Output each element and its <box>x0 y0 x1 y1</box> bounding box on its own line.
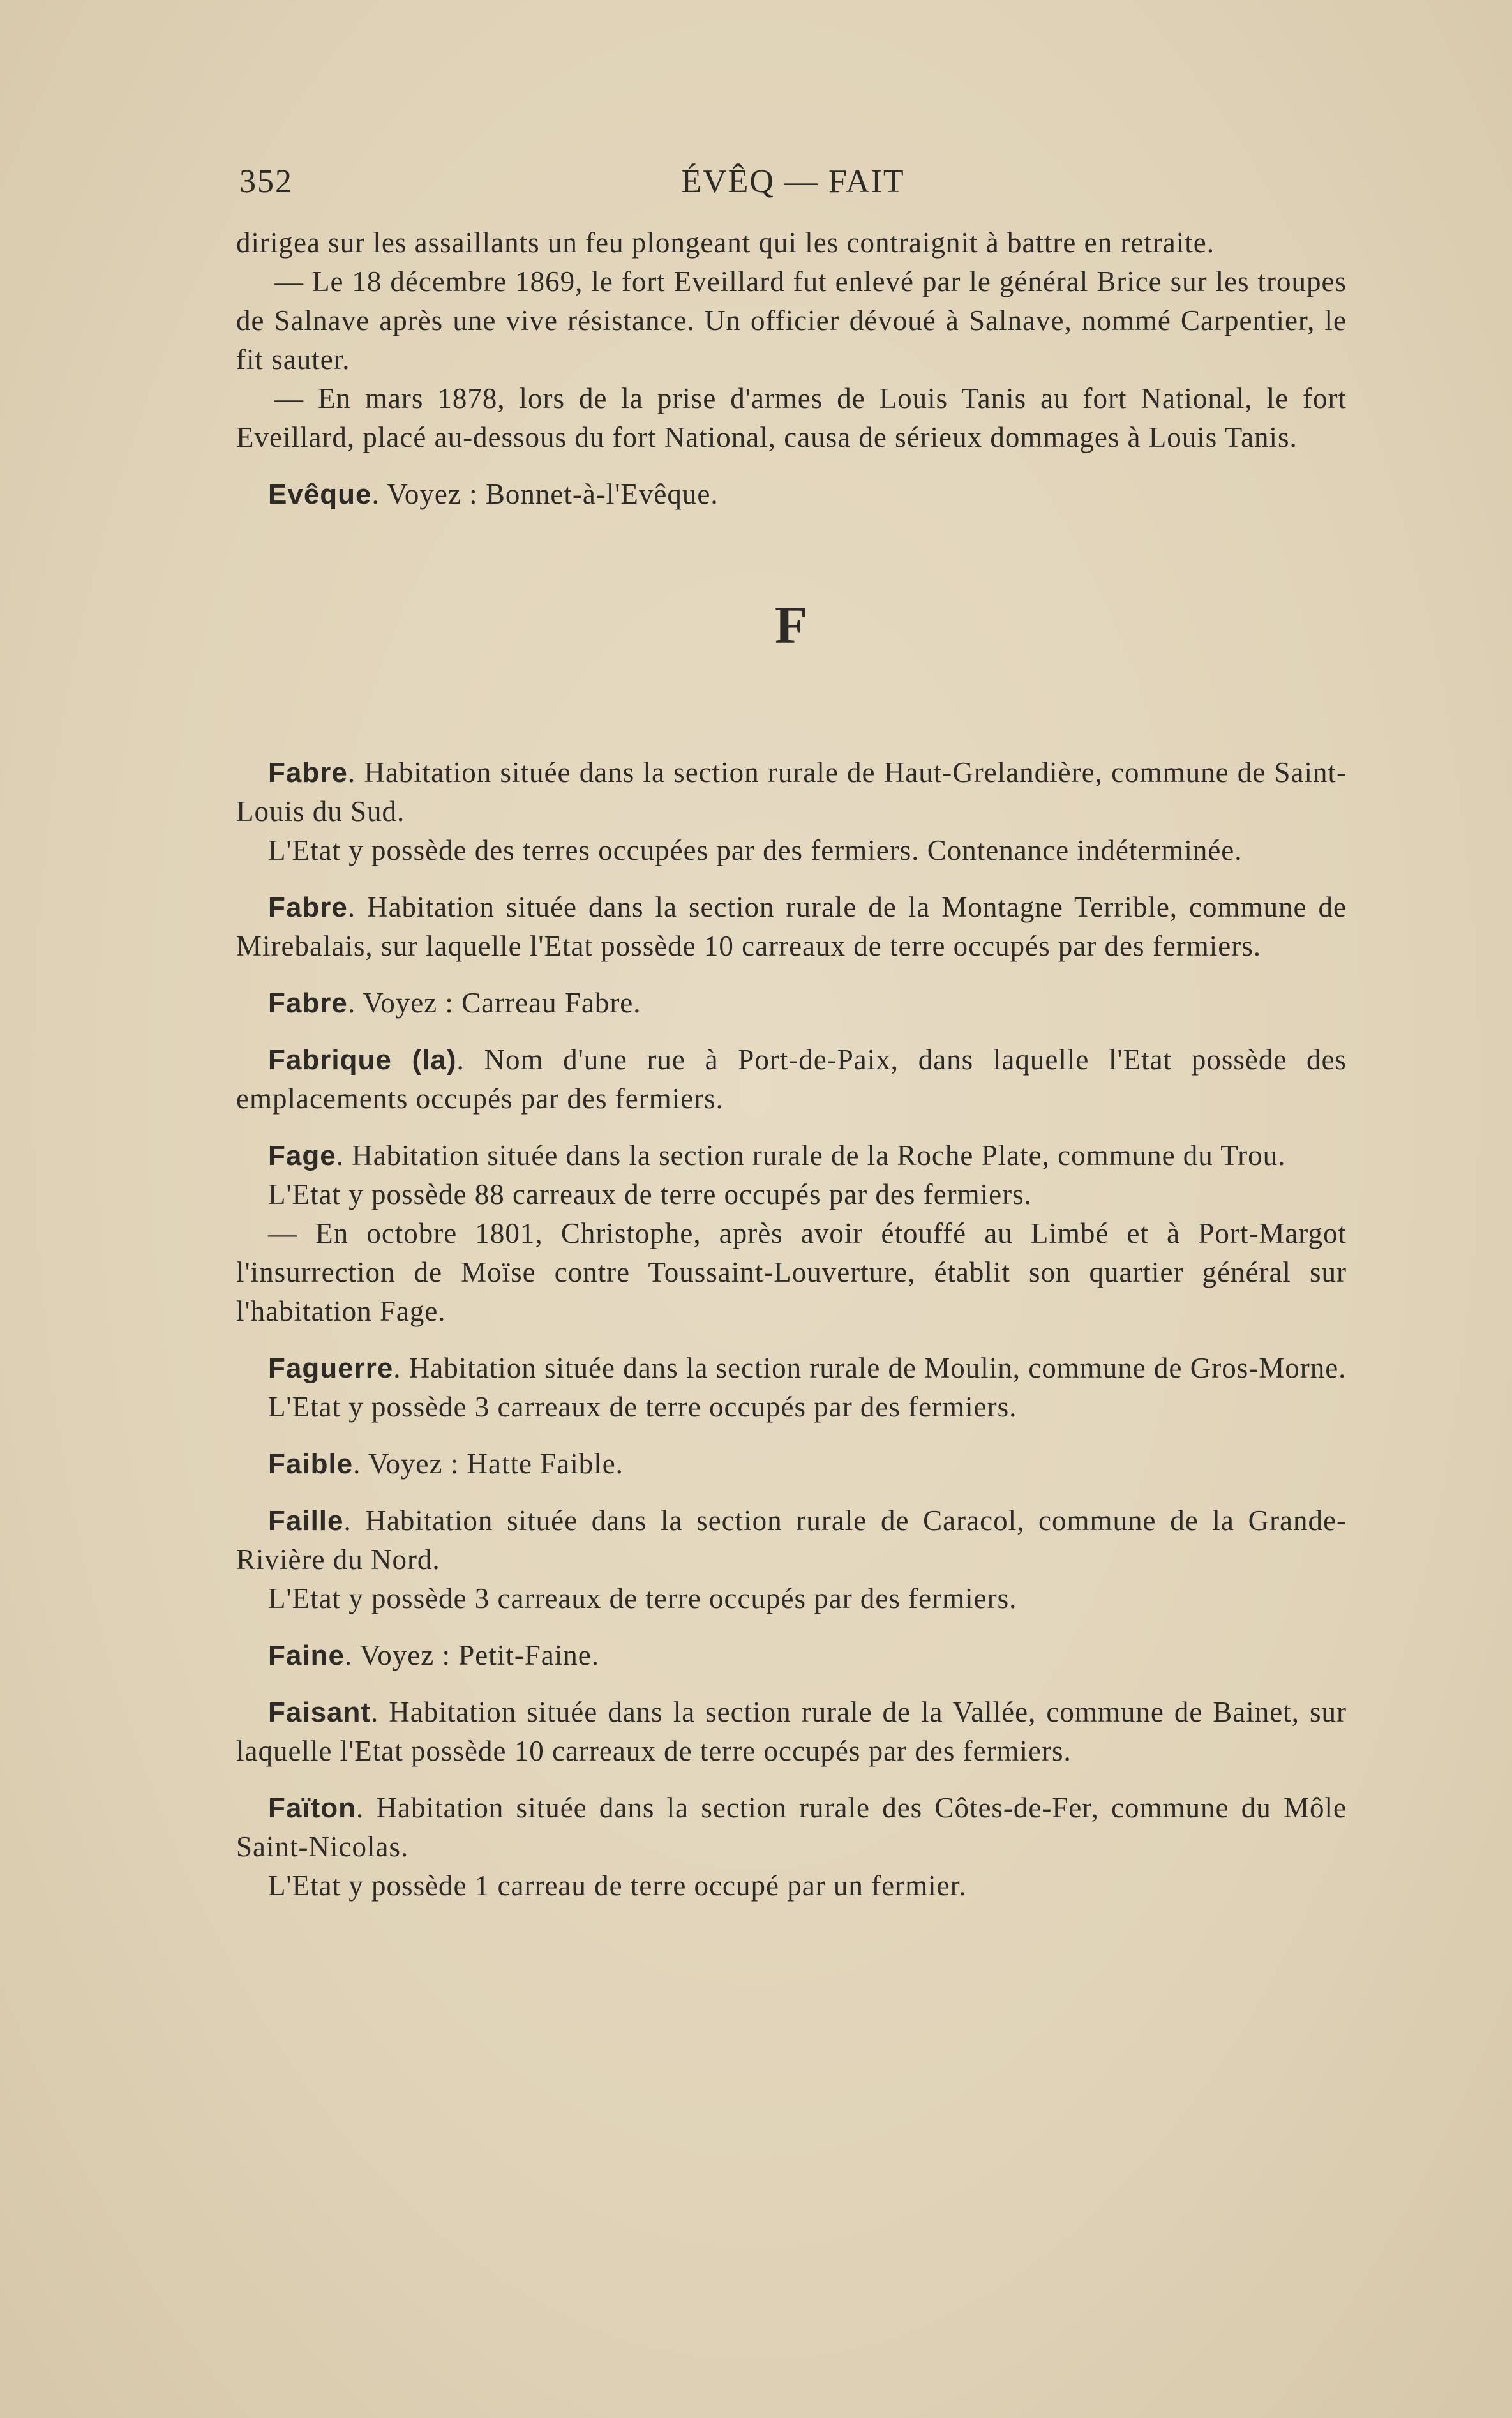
entry-text: . Habitation située dans la section rurale de Haut-Grelandière, commune de Saint-Louis du Sud. <box>236 756 1347 827</box>
section-letter: F <box>774 596 809 655</box>
dictionary-entry <box>236 984 1347 1023</box>
entry-text: . Habitation située dans la section rurale des Côtes-de-Fer, commune du Môle Saint-Nicolas. <box>236 1792 1347 1863</box>
page-body <box>236 223 1347 1905</box>
entry-headword: Fabre <box>268 987 348 1019</box>
entry-headword: Faille <box>268 1505 344 1536</box>
continuation-paragraph: dirigea sur les assaillants un feu plongeant qui les contraignit à battre en retraite. <box>236 227 1215 259</box>
entry-headword: Faible <box>268 1448 354 1480</box>
entry-headword: Fabre <box>268 757 348 788</box>
entry-paragraph: L'Etat y possède 88 carreaux de terre occupés par des fermiers. <box>268 1178 1032 1210</box>
dictionary-entry <box>236 1693 1347 1771</box>
entry-text: . Habitation située dans la section rurale de la Vallée, commune de Bainet, sur laquelle l'Etat possède 10 carreaux de terre occupés par des fermiers. <box>236 1696 1347 1767</box>
entry-headword: Faguerre <box>268 1353 394 1384</box>
dictionary-entry <box>236 1636 1347 1675</box>
dictionary-entry <box>236 1136 1347 1175</box>
page-number: 352 <box>239 163 293 200</box>
entry-text: . Habitation située dans la section rurale de la Montagne Terrible, commune de Mirebalais, sur laquelle l'Etat possède 10 carreaux de terre occupés par des fermiers. <box>236 891 1347 962</box>
entry-paragraph: L'Etat y possède 3 carreaux de terre occupés par des fermiers. <box>268 1582 1017 1614</box>
entry-paragraph: L'Etat y possède des terres occupées par des fermiers. Contenance indéterminée. <box>268 834 1243 866</box>
dictionary-entry <box>236 1501 1347 1579</box>
dictionary-entry <box>236 1349 1347 1388</box>
dictionary-entry <box>236 888 1347 966</box>
page-header <box>239 163 1347 207</box>
entry-headword: Fage <box>268 1140 336 1171</box>
entry-paragraph: L'Etat y possède 3 carreaux de terre occupés par des fermiers. <box>268 1391 1017 1423</box>
entry-paragraph: L'Etat y possède 1 carreau de terre occupé par un fermier. <box>268 1870 967 1902</box>
continuation-paragraph: — Le 18 décembre 1869, le fort Eveillard fut enlevé par le général Brice sur les troupes de Salnave après une vive résistance. Un officier dévoué à Salnave, nommé Carpentier, le fit sauter. <box>236 266 1347 375</box>
entry-text: . Habitation située dans la section rurale de Caracol, commune de la Grande-Rivière du Nord. <box>236 1505 1347 1575</box>
entry-text: . Voyez : Petit-Faine. <box>344 1639 599 1671</box>
entry-text: . Voyez : Hatte Faible. <box>353 1448 624 1480</box>
dictionary-entry <box>236 1040 1347 1118</box>
entry-text: . Nom d'une rue à Port-de-Paix, dans laquelle l'Etat possède des emplacements occupés par des fermiers. <box>236 1044 1347 1115</box>
dictionary-entry <box>236 1445 1347 1483</box>
entry-text: . Habitation située dans la section rurale de Moulin, commune de Gros-Morne. <box>393 1352 1347 1384</box>
entry-headword: Faine <box>268 1640 345 1671</box>
running-title: ÉVÊQ — FAIT <box>681 163 905 200</box>
entry-headword: Faïton <box>268 1792 356 1824</box>
dictionary-entry <box>236 753 1347 831</box>
entry-headword: Fabre <box>268 892 348 923</box>
entry-text: . Habitation située dans la section rurale de la Roche Plate, commune du Trou. <box>336 1139 1286 1171</box>
dictionary-entry <box>236 1789 1347 1866</box>
entry-headword: Faisant <box>268 1697 371 1728</box>
entry-headword: Evêque <box>268 479 372 510</box>
continuation-paragraph: — En mars 1878, lors de la prise d'armes de Louis Tanis au fort National, le fort Eveillard, placé au-dessous du fort National, causa de sérieux dommages à Louis Tanis. <box>236 382 1347 453</box>
entry-paragraph: — En octobre 1801, Christophe, après avoir étouffé au Limbé et à Port-Margot l'insurrection de Moïse contre Toussaint-Louverture, établit son quartier général sur l'habitation Fage. <box>236 1217 1347 1327</box>
entry-text: . Voyez : Bonnet-à-l'Evêque. <box>371 478 719 510</box>
entry-text: . Voyez : Carreau Fabre. <box>347 987 641 1019</box>
dictionary-entry <box>236 475 1347 514</box>
entry-headword: Fabrique (la) <box>268 1044 457 1076</box>
